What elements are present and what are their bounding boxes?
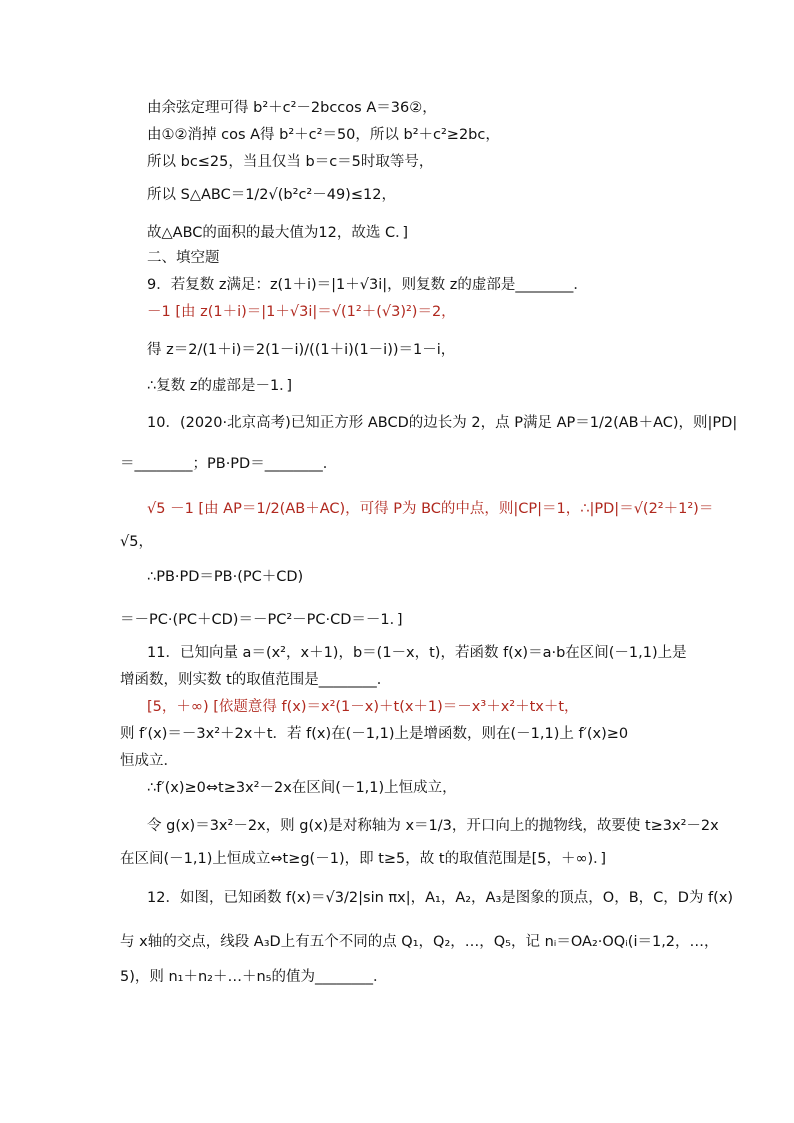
question-10: 10．(2020·北京高考)已知正方形 ABCD的边长为 2，点 P满足 AP＝1/2(AB＋AC)，则|PD| <box>147 415 738 431</box>
text-line: 由①②消掉 cos A得 b²＋c²＝50，所以 b²＋c²≥2bc， <box>147 127 500 143</box>
text-line: 所以 bc≤25，当且仅当 b＝c＝5时取等号， <box>147 154 434 170</box>
text-line: ∴复数 z的虚部是－1．] <box>147 378 293 394</box>
text-line: 得 z＝2/(1＋i)＝2(1－i)/((1＋i)(1－i))＝1－i， <box>147 342 456 358</box>
text-line: 由余弦定理可得 b²＋c²－2bccos A＝36②， <box>147 100 437 116</box>
answer-10-line: √5 －1 [由 AP＝1/2(AB＋AC)，可得 P为 BC的中点，则|CP|＝1，∴|PD|＝√(2²＋1²)＝ <box>147 501 714 517</box>
text-line: 在区间(－1,1)上恒成立⇔t≥g(－1)，即 t≥5，故 t的取值范围是[5，＋∞)．] <box>120 851 607 867</box>
text-line: 恒成立． <box>120 753 178 769</box>
text-line: 故△ABC的面积的最大值为12，故选 C．] <box>147 225 408 241</box>
question-11: 11．已知向量 a＝(x²，x＋1)，b＝(1－x，t)，若函数 f(x)＝a·b在区间(－1,1)上是 <box>147 645 687 661</box>
text-line: 所以 S△ABC＝1/2√(b²c²－49)≤12， <box>147 187 396 203</box>
question-9: 9．若复数 z满足：z(1＋i)＝|1＋√3i|，则复数 z的虚部是________． <box>147 277 588 293</box>
answer-11-line: [5，＋∞) [依题意得 f(x)＝x²(1－x)＋t(x＋1)＝－x³＋x²＋tx＋t， <box>147 699 579 715</box>
section-heading: 二、填空题 <box>147 250 220 266</box>
text-line: √5， <box>120 534 153 550</box>
text-line: ∴f′(x)≥0⇔t≥3x²－2x在区间(－1,1)上恒成立， <box>147 780 457 796</box>
text-line: 令 g(x)＝3x²－2x，则 g(x)是对称轴为 x＝1/3，开口向上的抛物线，故要使 t≥3x²－2x <box>147 818 719 834</box>
text-line: 与 x轴的交点，线段 A₃D上有五个不同的点 Q₁，Q₂，…，Q₅，记 nᵢ＝OA₂·OQᵢ(i＝1,2，…， <box>120 934 719 950</box>
text-line: 则 f′(x)＝－3x²＋2x＋t．若 f(x)在(－1,1)上是增函数，则在(－1,1)上 f′(x)≥0 <box>120 726 629 742</box>
text-line: ∴PB·PD＝PB·(PC＋CD) <box>147 569 304 585</box>
text-line: 增函数，则实数 t的取值范围是________． <box>120 672 392 688</box>
text-line: ＝－PC·(PC＋CD)＝－PC²－PC·CD＝－1．] <box>120 612 403 628</box>
text-line: ＝________；PB·PD＝________． <box>120 456 338 472</box>
text-line: 5)，则 n₁＋n₂＋…＋n₅的值为________． <box>120 969 388 985</box>
answer-9-line: －1 [由 z(1＋i)＝|1＋√3i|＝√(1²＋(√3)²)＝2， <box>147 304 456 320</box>
question-12: 12．如图，已知函数 f(x)＝√3/2|sin πx|，A₁，A₂，A₃是图象的顶点，O，B，C，D为 f(x) <box>147 890 734 906</box>
